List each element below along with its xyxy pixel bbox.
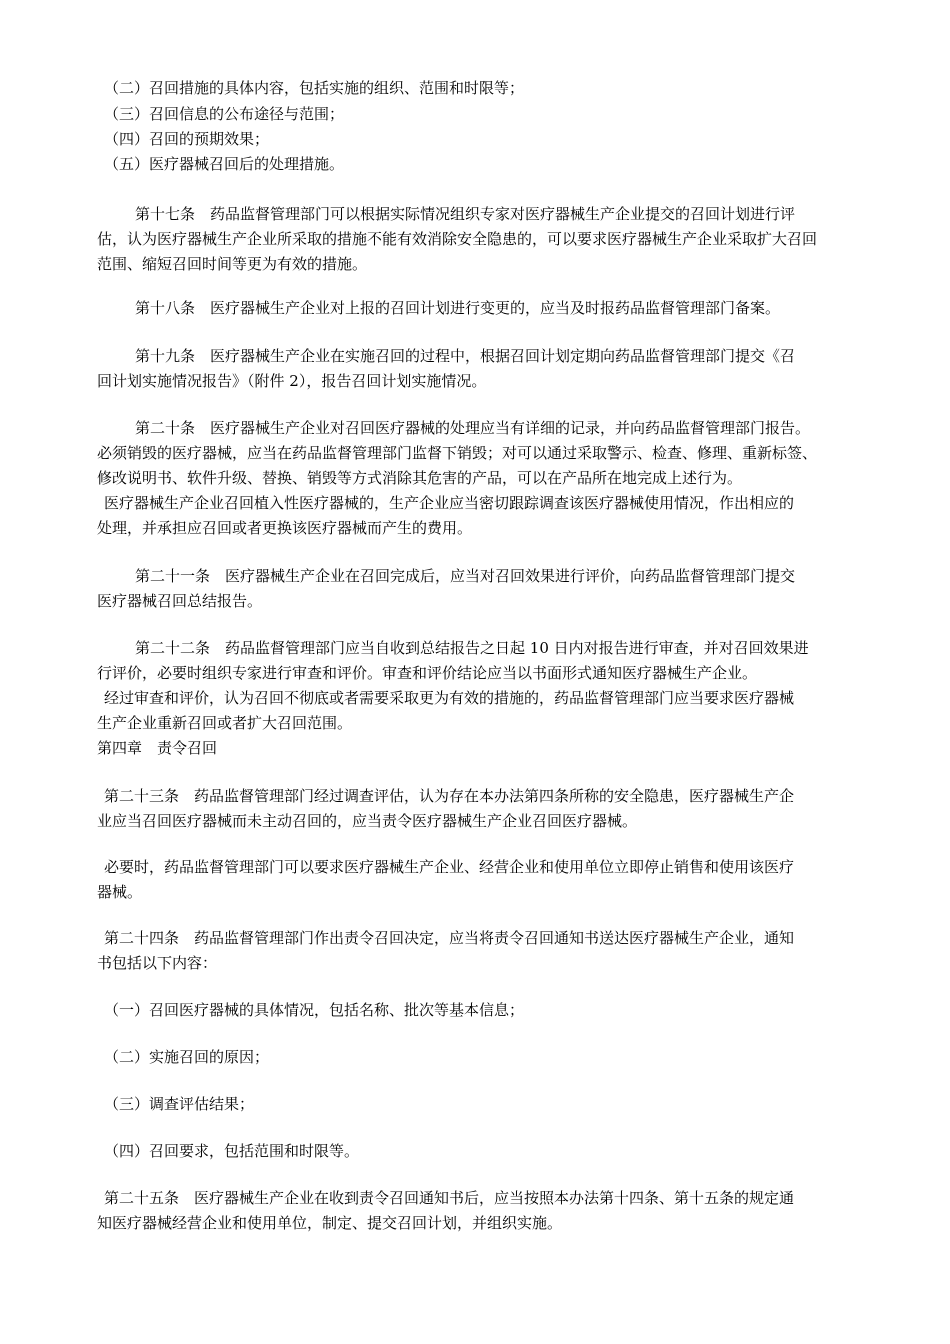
chapter-heading: 第四章 责令召回 (97, 739, 218, 757)
article-line: 第二十四条 药品监督管理部门作出责令召回决定，应当将责令召回通知书送达医疗器械生产企业，通知 (104, 929, 795, 947)
article-line: 第二十一条 医疗器械生产企业在召回完成后，应当对召回效果进行评价，向药品监督管理部门提交 (135, 567, 796, 585)
list-item: （四）召回要求，包括范围和时限等。 (104, 1142, 360, 1160)
list-item: （一）召回医疗器械的具体情况，包括名称、批次等基本信息； (104, 1001, 525, 1019)
article-line: 第二十条 医疗器械生产企业对召回医疗器械的处理应当有详细的记录，并向药品监督管理部门报告。 (135, 419, 811, 437)
article-line: 第二十三条 药品监督管理部门经过调查评估，认为存在本办法第四条所称的安全隐患，医疗器械生产企 (104, 787, 795, 805)
article-line: 估，认为医疗器械生产企业所采取的措施不能有效消除安全隐患的，可以要求医疗器械生产企业采取扩大召回 (97, 230, 818, 248)
article-line: 行评价，必要时组织专家进行审查和评价。审查和评价结论应当以书面形式通知医疗器械生产企业。 (97, 664, 758, 682)
article-line: 范围、缩短召回时间等更为有效的措施。 (97, 255, 368, 273)
list-item: （三）召回信息的公布途径与范围； (104, 105, 345, 123)
paragraph-line: 器械。 (97, 883, 143, 901)
paragraph-line: 医疗器械生产企业召回植入性医疗器械的，生产企业应当密切跟踪调查该医疗器械使用情况，作出相应的 (104, 494, 795, 512)
list-item: （四）召回的预期效果； (104, 130, 270, 148)
paragraph-line: 生产企业重新召回或者扩大召回范围。 (97, 714, 353, 732)
list-item: （三）调查评估结果； (104, 1095, 255, 1113)
paragraph-line: 经过审查和评价，认为召回不彻底或者需要采取更为有效的措施的，药品监督管理部门应当要求医疗器械 (104, 689, 795, 707)
article-line: 第十九条 医疗器械生产企业在实施召回的过程中，根据召回计划定期向药品监督管理部门提交《召 (135, 347, 796, 365)
article-line: 书包括以下内容： (97, 954, 218, 972)
list-item: （五）医疗器械召回后的处理措施。 (104, 155, 345, 173)
article-line: 回计划实施情况报告》（附件 2），报告召回计划实施情况。 (97, 372, 487, 390)
article-line: 第十七条 药品监督管理部门可以根据实际情况组织专家对医疗器械生产企业提交的召回计划进行评 (135, 205, 796, 223)
article-line: 必须销毁的医疗器械，应当在药品监督管理部门监督下销毁；对可以通过采取警示、检查、修理、重新标签、 (97, 444, 818, 462)
article-line: 知医疗器械经营企业和使用单位，制定、提交召回计划，并组织实施。 (97, 1214, 563, 1232)
article-line: 医疗器械召回总结报告。 (97, 592, 263, 610)
article-line: 业应当召回医疗器械而未主动召回的，应当责令医疗器械生产企业召回医疗器械。 (97, 812, 638, 830)
article-line: 修改说明书、软件升级、替换、销毁等方式消除其危害的产品，可以在产品所在地完成上述行为。 (97, 469, 743, 487)
paragraph-line: 必要时，药品监督管理部门可以要求医疗器械生产企业、经营企业和使用单位立即停止销售和使用该医疗 (104, 858, 795, 876)
article-line: 第十八条 医疗器械生产企业对上报的召回计划进行变更的，应当及时报药品监督管理部门备案。 (135, 299, 781, 317)
article-line: 第二十二条 药品监督管理部门应当自收到总结报告之日起 10 日内对报告进行审查，并对召回效果进 (135, 639, 809, 657)
article-line: 第二十五条 医疗器械生产企业在收到责令召回通知书后，应当按照本办法第十四条、第十五条的规定通 (104, 1189, 795, 1207)
paragraph-line: 处理，并承担应召回或者更换该医疗器械而产生的费用。 (97, 519, 473, 537)
list-item: （二）实施召回的原因； (104, 1048, 270, 1066)
list-item: （二）召回措施的具体内容，包括实施的组织、范围和时限等； (104, 79, 525, 97)
